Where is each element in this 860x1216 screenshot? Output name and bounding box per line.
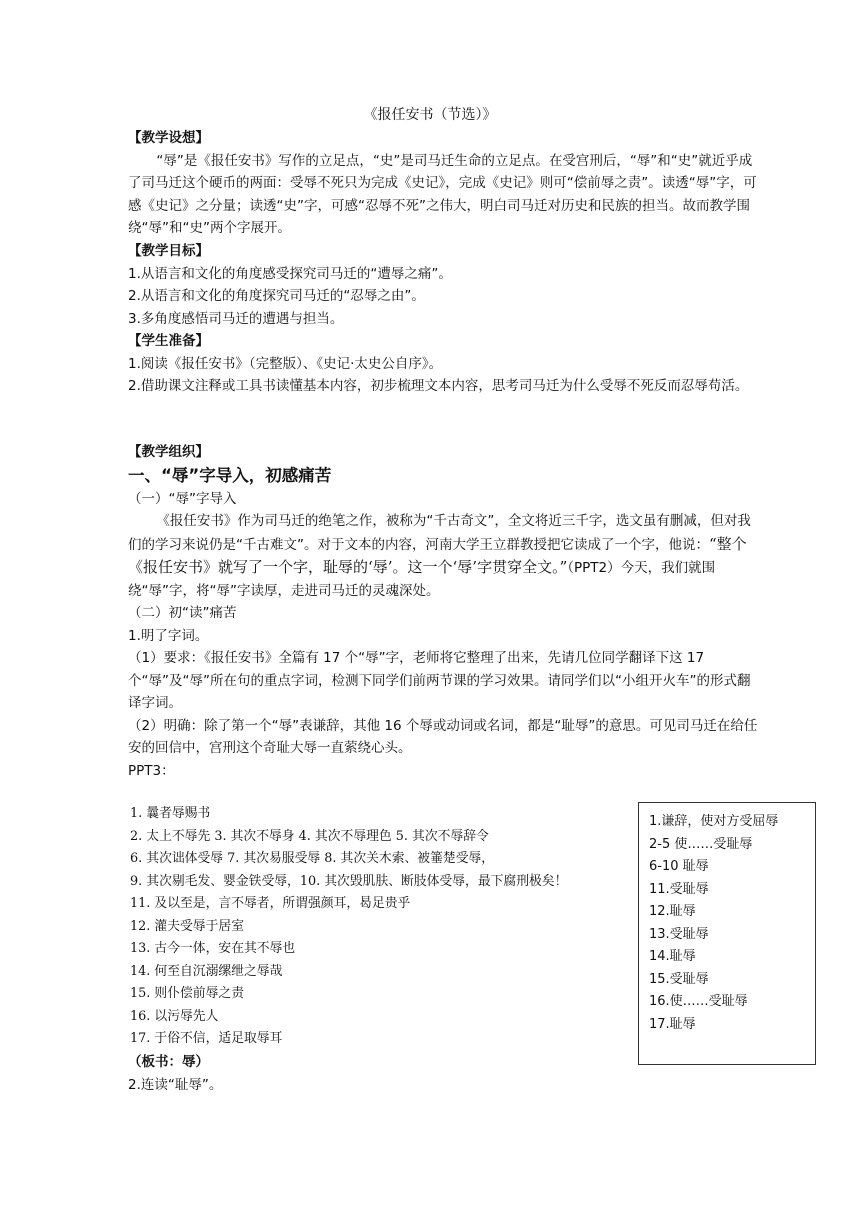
ppt-label: PPT3： <box>128 762 175 779</box>
step-label: 1.明了字词。 <box>128 627 209 644</box>
section-heading: 【学生准备】 <box>128 333 209 349</box>
list-item: 3.多角度感悟司马迁的遭遇与担当。 <box>128 310 344 327</box>
list-item: 2.从语言和文化的角度探究司马迁的“忍辱之由”。 <box>128 288 425 304</box>
sub-heading: （一）“辱”字导入 <box>128 490 237 507</box>
list-item: 12. 灌夫受辱于居室 <box>130 918 244 934</box>
list-item: 1.从语言和文化的角度感受探究司马迁的“遭辱之痛”。 <box>128 265 452 282</box>
answer-box <box>638 802 816 1065</box>
answer-item: 17.耻辱 <box>649 1016 696 1032</box>
list-item: 1. 曩者辱赐书 <box>130 806 211 821</box>
ppt-sentence-list <box>130 803 650 1051</box>
list-item: 2. 太上不辱先 3. 其次不辱身 4. 其次不辱理色 5. 其次不辱辞令 <box>130 828 489 844</box>
paragraph: （1）要求：《报任安书》全篇有 17 个“辱”字，老师将它整理了出来，先请几位同学翻译下这 17 个“辱”及“辱”所在句的重点字词，检测下同学们前两节课的学习效果。请同学们以“小组开火车”的形式翻译字词。 <box>128 650 751 711</box>
board-note: （板书：辱） <box>128 1054 209 1070</box>
part-heading: 一、“辱”字导入，初感痛苦 <box>128 465 332 485</box>
list-item: 11. 及以至是，言不辱者，所谓强颜耳，曷足贵乎 <box>130 896 411 911</box>
section-heading: 【教学设想】 <box>128 130 209 146</box>
paragraph: （2）明确：除了第一个“辱”表谦辞，其他 16 个辱或动词或名词，都是“耻辱”的意思。可见司马迁在给任安的回信中，宫刑这个奇耻大辱一直萦绕心头。 <box>128 717 758 756</box>
answer-item: 2-5 使……受耻辱 <box>649 836 753 852</box>
answer-item: 11.受耻辱 <box>649 881 709 897</box>
paragraph: “辱”是《报任安书》写作的立足点，“史”是司马迁生命的立足点。在受宫刑后，“辱”和“史”就近乎成了司马迁这个硬币的两面：受辱不死只为完成《史记》，完成《史记》则可“偿前辱之责”。读透“辱”字，可感《史记》之分量；读透“史”字，可感“忍辱不死”之伟大，明白司马迁对历史和民族的担当。故而教学围绕“辱”和“史”两个字展开。 <box>128 152 757 236</box>
step-label: 2.连读“耻辱”。 <box>128 1076 223 1093</box>
answer-item: 6-10 耻辱 <box>649 859 709 874</box>
section-teaching-idea <box>128 127 758 240</box>
document-title: 《报任安书（节选）》 <box>363 107 497 123</box>
section-student-prep <box>128 330 758 398</box>
sub-heading: （二）初“读”痛苦 <box>128 605 237 621</box>
section-heading: 【教学组织】 <box>128 444 209 460</box>
section-heading: 【教学目标】 <box>128 243 209 259</box>
paragraph-text: 《报任安书》作为司马迁的绝笔之作，被称为“千古奇文”，全文将近三千字，选文虽有删减，但对我们的学习来说仍是“千古难文”。对于文本的内容，河南大学王立群教授把它读成了一个字，他说： <box>128 513 751 553</box>
section-teaching-organization <box>128 441 758 782</box>
paragraph <box>128 510 758 602</box>
list-item: 17. 于俗不信，适足取辱耳 <box>130 1031 283 1046</box>
quote-text: “整个《报任安书》就写了一个字，耻辱的‘辱’。这一个‘辱’字贯穿全文。” <box>128 534 747 576</box>
answer-item: 13.受耻辱 <box>649 926 709 942</box>
list-item: 2.借助课文注释或工具书读懂基本内容，初步梳理文本内容，思考司马迁为什么受辱不死反而忍辱苟活。 <box>128 378 749 394</box>
section-teaching-goals <box>128 240 758 330</box>
answer-item: 15.受耻辱 <box>649 971 709 987</box>
list-item: 9. 其次剔毛发、婴金铁受辱，10. 其次毁肌肤、断肢体受辱，最下腐刑极矣！ <box>130 873 568 889</box>
list-item: 16. 以污辱先人 <box>130 1008 219 1024</box>
answer-item: 16.使……受耻辱 <box>649 994 748 1009</box>
list-item: 1.阅读《报任安书》（完整版）、《史记·太史公自序》。 <box>128 355 443 372</box>
answer-item: 12.耻辱 <box>649 904 696 919</box>
list-item: 13. 古今一体，安在其不辱也 <box>130 941 296 956</box>
paragraph-text: （PPT2）今天，我们就围绕“辱”字，将“辱”字读厚，走进司马迁的灵魂深处。 <box>128 560 716 599</box>
answer-item: 14.耻辱 <box>649 949 696 964</box>
list-item: 14. 何至自沉溺缧绁之辱哉 <box>130 963 283 979</box>
list-item: 6. 其次诎体受辱 7. 其次易服受辱 8. 其次关木索、被箠楚受辱， <box>130 851 495 866</box>
answer-item: 1.谦辞，使对方受屈辱 <box>649 814 779 829</box>
list-item: 15. 则仆偿前辱之责 <box>130 986 244 1001</box>
